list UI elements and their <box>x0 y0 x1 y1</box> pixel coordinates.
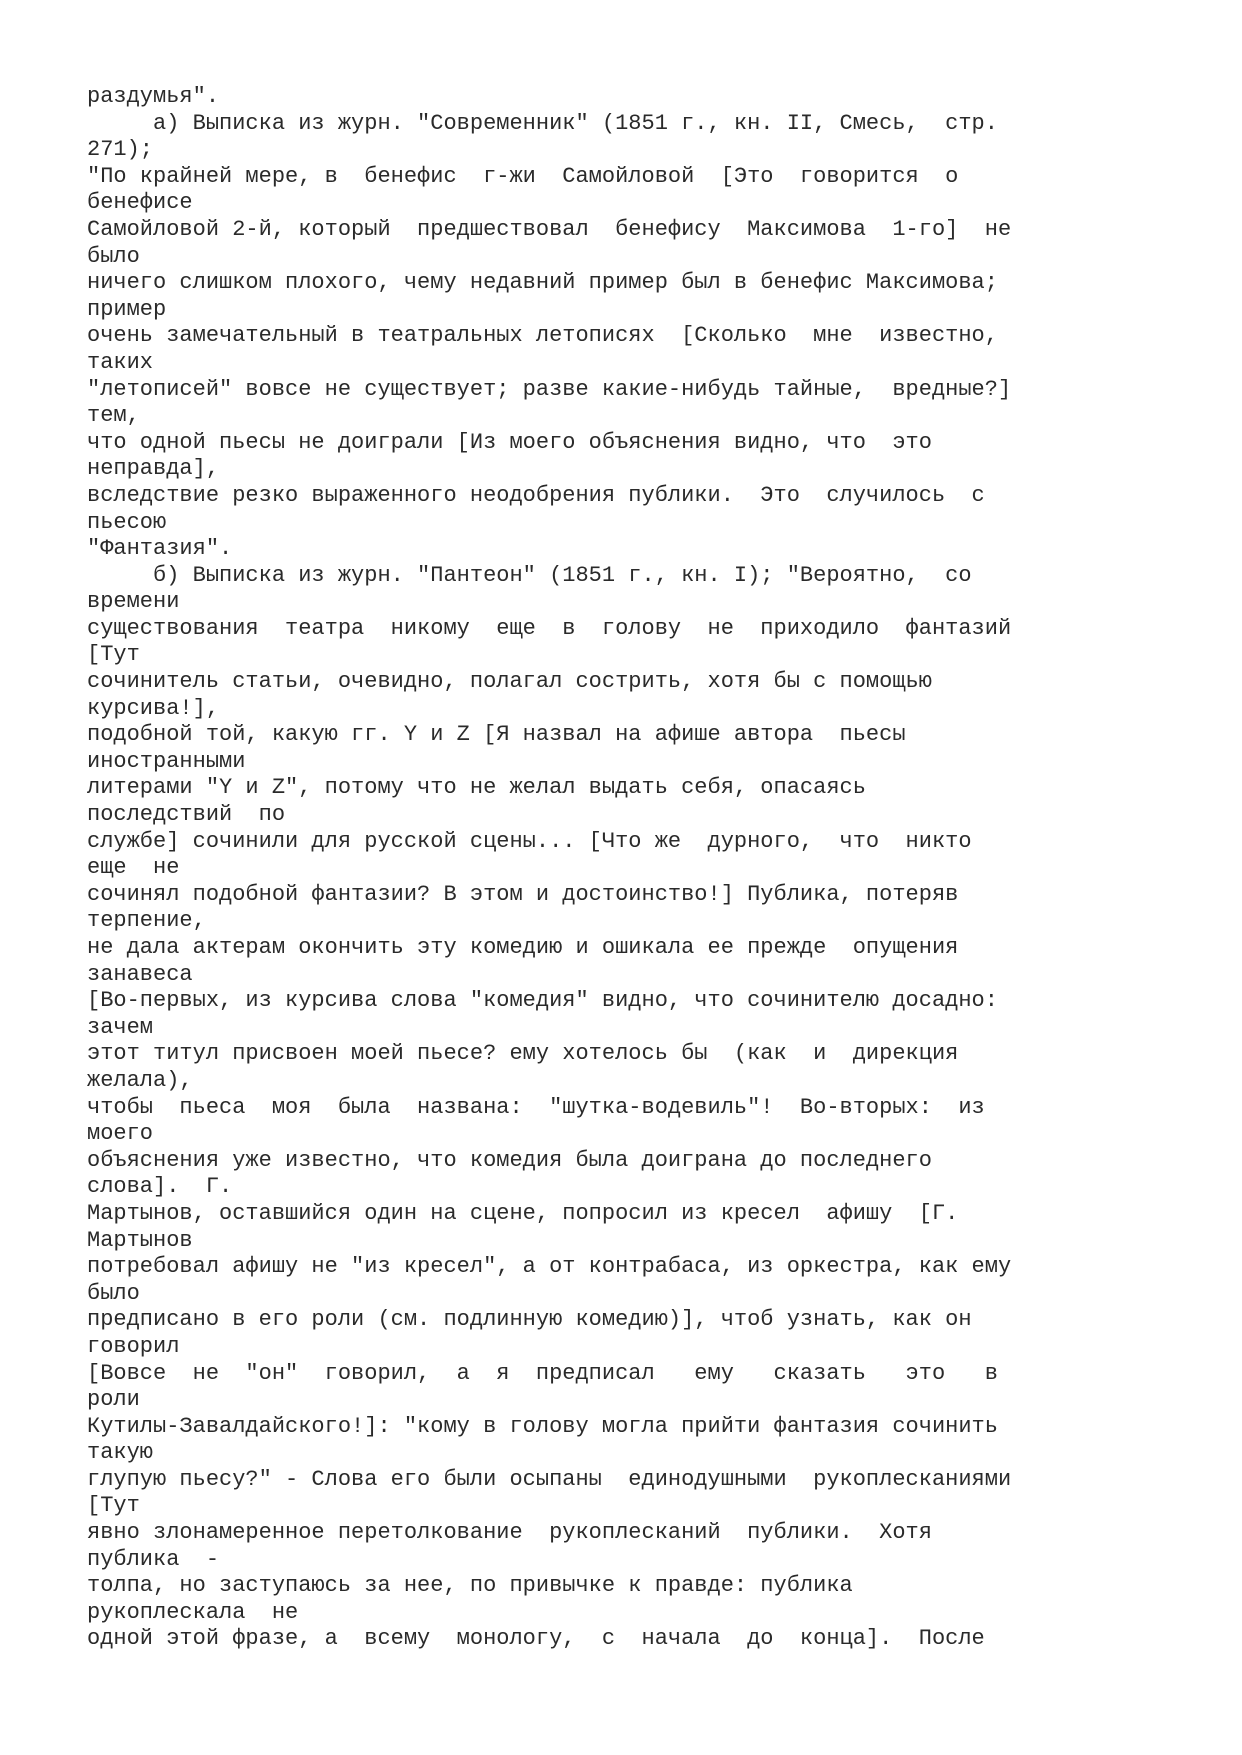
text-line: тем, <box>87 403 140 429</box>
text-line: говорил <box>87 1333 180 1359</box>
text-line: рукоплескала не <box>87 1599 299 1625</box>
text-line: было <box>87 243 140 269</box>
text-line: иностранными <box>87 748 246 774</box>
text-line: занавеса <box>87 961 193 987</box>
text-line: раздумья". <box>87 84 220 109</box>
text-line: 271); <box>87 137 154 163</box>
text-line: [Вовсе не "он" говорил, а я предписал ему сказать это в <box>87 1360 998 1386</box>
text-line: что одной пьесы не доиграли [Из моего объяснения видно, что это <box>87 429 932 455</box>
text-line: сочинитель статьи, очевидно, полагал сострить, хотя бы с помощью <box>87 669 932 695</box>
text-line: очень замечательный в театральных летописях [Сколько мне известно, <box>87 323 998 349</box>
text-line: б) Выписка из журн. "Пантеон" (1851 г., кн. I); "Вероятно, со <box>87 562 972 588</box>
text-line: времени <box>87 589 180 615</box>
text-line: таких <box>87 349 154 375</box>
text-line: "летописей" вовсе не существует; разве какие-нибудь тайные, вредные?] <box>87 376 1012 402</box>
text-line: зачем <box>87 1014 154 1040</box>
text-line: роли <box>87 1387 140 1413</box>
text-line: подобной той, какую гг. Y и Z [Я назвал на афише автора пьесы <box>87 722 906 748</box>
document-text <box>87 84 1207 1653</box>
text-line: неправда], <box>87 456 220 482</box>
text-line: сочинял подобной фантазии? В этом и достоинство!] Публика, потеряв <box>87 881 959 907</box>
text-line: [Во-первых, из курсива слова "комедия" видно, что сочинителю досадно: <box>87 988 998 1014</box>
text-line: службе] сочинили для русской сцены... [Что же дурного, что никто <box>87 828 972 854</box>
text-line: бенефисе <box>87 190 193 216</box>
text-line: этот титул присвоен моей пьесе? ему хотелось бы (как и дирекция <box>87 1041 959 1067</box>
text-line: желала), <box>87 1067 193 1093</box>
text-line: моего <box>87 1121 154 1147</box>
text-line: явно злонамеренное перетолкование рукоплесканий публики. Хотя <box>87 1520 932 1546</box>
text-line: еще не <box>87 855 180 881</box>
text-line: такую <box>87 1440 154 1466</box>
text-line: не дала актерам окончить эту комедию и ошикала ее прежде опущения <box>87 935 959 960</box>
text-line: "По крайней мере, в бенефис г-жи Самойловой [Это говорится о <box>87 163 959 189</box>
text-line: толпа, но заступаюсь за нее, по привычке к правде: публика <box>87 1573 853 1599</box>
text-line: предписано в его роли (см. подлинную комедию)], чтоб узнать, как он <box>87 1307 972 1333</box>
text-line: Мартынов <box>87 1227 193 1253</box>
text-line: Кутилы-Завалдайского!]: "кому в голову могла прийти фантазия сочинить <box>87 1413 998 1439</box>
text-line: Самойловой 2-й, который предшествовал бенефису Максимова 1-го] не <box>87 216 1012 242</box>
text-line: ничего слишком плохого, чему недавний пример был в бенефис Максимова; <box>87 270 998 296</box>
text-line: публика - <box>87 1546 220 1572</box>
text-line: было <box>87 1280 140 1306</box>
text-line: [Тут <box>87 1493 140 1519</box>
text-line: терпение, <box>87 908 206 934</box>
text-line: последствий по <box>87 802 286 828</box>
text-line: пример <box>87 296 167 322</box>
text-line: пьесою <box>87 509 167 535</box>
text-line: "Фантазия". <box>87 536 233 562</box>
text-line: курсива!], <box>87 695 220 721</box>
text-line: глупую пьесу?" - Слова его были осыпаны единодушными рукоплесканиями <box>87 1466 1012 1492</box>
text-line: литерами "Y и Z", потому что не желал выдать себя, опасаясь <box>87 775 866 801</box>
text-line: чтобы пьеса моя была названа: "шутка-водевиль"! Во-вторых: из <box>87 1094 985 1120</box>
text-line: одной этой фразе, а всему монологу, с начала до конца]. После <box>87 1626 985 1652</box>
text-line: потребовал афишу не "из кресел", а от контрабаса, из оркестра, как ему <box>87 1254 1012 1280</box>
text-line: [Тут <box>87 642 140 668</box>
text-line: Мартынов, оставшийся один на сцене, попросил из кресел афишу [Г. <box>87 1200 959 1226</box>
text-line: объяснения уже известно, что комедия была доиграна до последнего <box>87 1147 932 1173</box>
text-line: слова]. Г. <box>87 1174 233 1200</box>
text-line: вследствие резко выраженного неодобрения публики. Это случилось с <box>87 482 985 508</box>
text-line: существования театра никому еще в голову не приходило фантазий <box>87 615 1012 641</box>
text-line: а) Выписка из журн. "Современник" (1851 г., кн. II, Смесь, стр. <box>87 110 998 136</box>
